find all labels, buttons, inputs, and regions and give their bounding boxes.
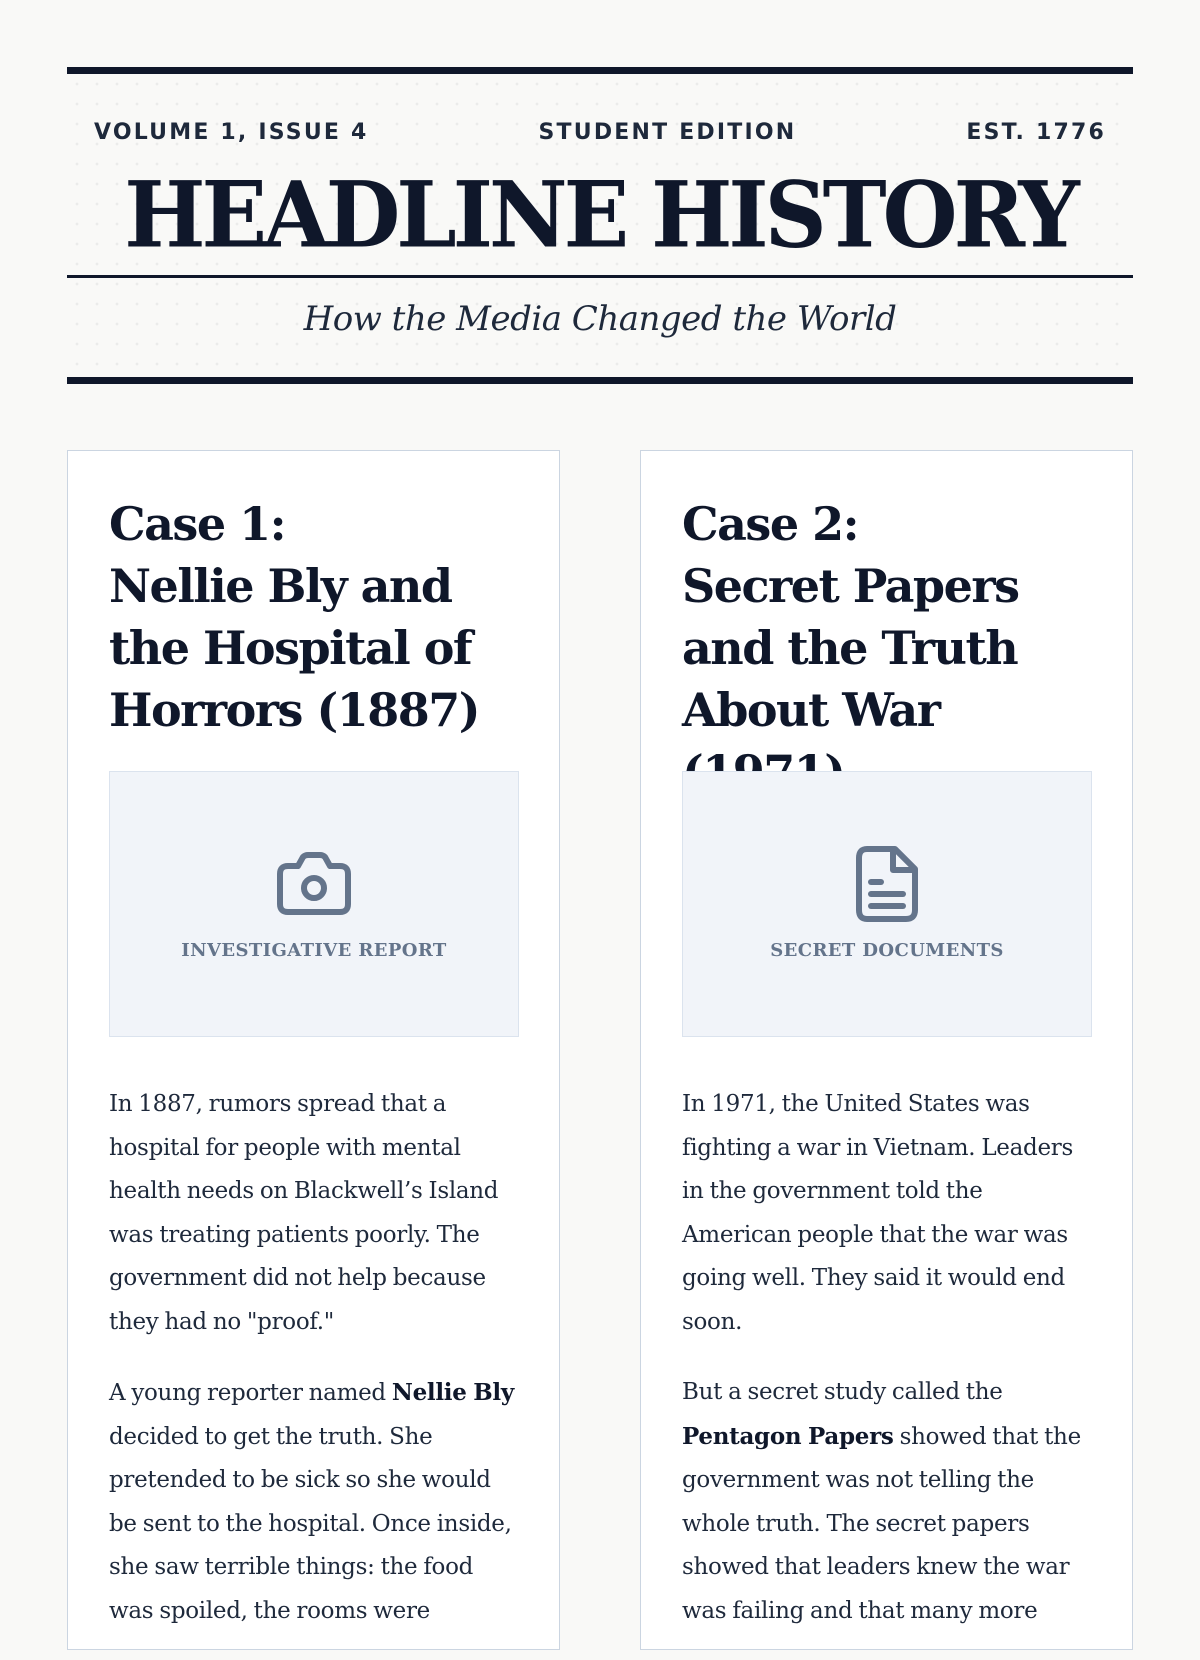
image-placeholder bbox=[109, 771, 519, 1037]
case-card-1 bbox=[67, 450, 560, 1650]
newspaper-title: HEADLINE HISTORY bbox=[124, 161, 1076, 269]
paragraph-text: A young reporter named bbox=[109, 1380, 392, 1406]
volume-issue: VOLUME 1, ISSUE 4 bbox=[94, 120, 369, 145]
established-date: EST. 1776 bbox=[966, 120, 1106, 145]
paragraph-text: But a secret study called the bbox=[682, 1379, 1003, 1405]
case-heading bbox=[109, 493, 529, 741]
highlighted-name: Nellie Bly bbox=[391, 1379, 514, 1406]
case-title: Secret Papers and the Truth About War bbox=[682, 559, 1019, 737]
newspaper-tagline: How the Media Changed the World bbox=[303, 299, 897, 339]
case-paragraph bbox=[682, 1371, 1092, 1633]
image-placeholder bbox=[682, 771, 1092, 1037]
highlighted-name: Pentagon Papers bbox=[682, 1422, 894, 1450]
title-divider bbox=[67, 275, 1133, 278]
case-heading bbox=[682, 493, 1102, 803]
case-paragraph: In 1971, the United States was fighting a war in Vietnam. Leaders in the government told the American people that the war was going well. They said it would end soon. bbox=[682, 1091, 1073, 1335]
masthead-meta-row bbox=[94, 120, 1106, 146]
paragraph-text: showed that the government was not telling the whole truth. The secret papers showed that leaders knew the war was failing and that many more bbox=[682, 1423, 1081, 1624]
paragraph-text: decided to get the truth. She pretended to be sick so she would be sent to the hospital. Once inside, she saw terrible things: the food was spoiled, the rooms were bbox=[109, 1423, 512, 1624]
masthead bbox=[67, 67, 1133, 384]
document-icon bbox=[855, 846, 919, 922]
case-label: Case 2: bbox=[682, 497, 859, 551]
image-caption: SECRET DOCUMENTS bbox=[770, 940, 1004, 961]
case-body bbox=[682, 1083, 1092, 1660]
camera-icon bbox=[276, 852, 352, 916]
edition-label: STUDENT EDITION bbox=[538, 120, 797, 145]
image-caption: INVESTIGATIVE REPORT bbox=[181, 940, 447, 961]
case-card-2 bbox=[640, 450, 1133, 1650]
case-paragraph bbox=[109, 1371, 519, 1633]
case-body bbox=[109, 1083, 519, 1660]
case-label: Case 1: bbox=[109, 497, 286, 551]
case-paragraph: In 1887, rumors spread that a hospital for people with mental health needs on Blackwell’s Island was treating patients poorly. The government did not help because they had no "proof." bbox=[109, 1091, 499, 1335]
case-title: Nellie Bly and the Hospital of Horrors (1887) bbox=[109, 559, 479, 737]
